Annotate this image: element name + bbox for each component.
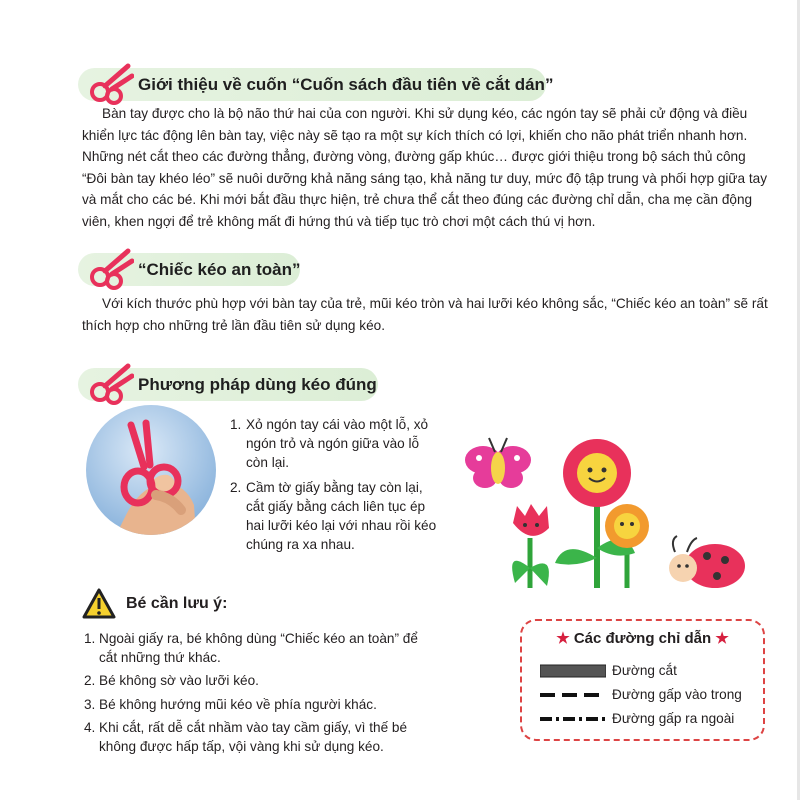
warning-icon: [82, 588, 116, 620]
section-banner-method: [78, 368, 378, 401]
section-banner-safe: [78, 253, 300, 286]
tulip-icon: [513, 504, 549, 536]
scissors-icon: [88, 62, 134, 106]
butterfly-icon: [465, 438, 531, 488]
ladybug-icon: [669, 536, 745, 588]
method-steps: [230, 415, 440, 560]
legend-item-cut: Đường cắt: [540, 663, 677, 678]
scissors-icon: [88, 362, 134, 406]
section-title: Phương pháp dùng kéo đúng: [138, 374, 377, 394]
section-title: Giới thiệu về cuốn “Cuốn sách đầu tiên về cắt dán”: [138, 74, 554, 94]
notes-list: [84, 630, 434, 761]
section-banner-intro: [78, 68, 554, 101]
star-icon: ★: [715, 630, 729, 647]
flower-icon: [605, 504, 649, 548]
star-icon: ★: [556, 630, 570, 647]
scissors-icon: [88, 247, 134, 291]
legend-item-fold-out: Đường gấp ra ngoài: [540, 711, 734, 726]
list-item: 4. Khi cắt, rất dễ cắt nhầm vào tay cầm giấy, vì thế bé không được hấp tấp, vội vàng khi sử dụng kéo.: [84, 720, 408, 754]
warning-title: Bé cần lưu ý:: [126, 595, 228, 612]
guide-lines-legend: [520, 619, 765, 741]
section-title: “Chiếc kéo an toàn”: [138, 259, 301, 279]
dash-dot-line-icon: [540, 712, 606, 726]
flowers-illustration: [455, 428, 775, 603]
list-item: 1. Xỏ ngón tay cái vào một lỗ, xỏ ngón trỏ và ngón giữa vào lỗ còn lại.: [230, 417, 429, 470]
list-item: 2. Cầm tờ giấy bằng tay còn lại, cắt giấy bằng cách liên tục ép hai lưỡi kéo lại với nhau rồi kéo chúng ra xa nhau.: [230, 480, 437, 552]
safe-paragraph: [82, 293, 772, 336]
intro-paragraph: [82, 103, 772, 232]
flower-icon: [563, 439, 631, 507]
warning-header: [82, 588, 227, 620]
list-item: 2. Bé không sờ vào lưỡi kéo.: [84, 673, 259, 688]
safe-text: Với kích thước phù hợp với bàn tay của trẻ, mũi kéo tròn và hai lưỡi kéo không sắc, “Chiếc kéo an toàn” sẽ rất thích hợp cho những trẻ lần đầu tiên sử dụng kéo.: [82, 296, 768, 333]
list-item: 3. Bé không hướng mũi kéo về phía người khác.: [84, 696, 377, 712]
solid-line-icon: [540, 664, 606, 678]
hand-with-scissors-photo: [86, 405, 216, 535]
legend-title: ★ Các đường chỉ dẫn ★: [556, 630, 729, 647]
legend-item-fold-in: Đường gấp vào trong: [540, 687, 742, 702]
list-item: 1. Ngoài giấy ra, bé không dùng “Chiếc kéo an toàn” để cắt những thứ khác.: [84, 631, 418, 665]
dashed-line-icon: [540, 688, 606, 702]
intro-text: Bàn tay được cho là bộ não thứ hai của con người. Khi sử dụng kéo, các ngón tay sẽ phải cử động và điều khiển lực tác động lên bàn tay, việc này sẽ tạo ra một sự kích thích có lợi, khiến cho não phát triển nhanh hơn. Những nét cắt theo các đường thẳng, đường vòng, đường gấp khúc… được giới thiệu trong bộ sách thủ công “Đôi bàn tay khéo léo” sẽ nuôi dưỡng khả năng sáng tạo, khả năng tư duy, mức độ tập trung và phối hợp giữa tay và mắt cho các bé. Khi mới bắt đầu thực hiện, trẻ chưa thể cắt theo đúng các đường chỉ dẫn, cha mẹ cần động viên, khen ngợi để trẻ không mất đi hứng thú và tiếp tục trò chơi một cách thú vị hơn.: [82, 106, 767, 229]
